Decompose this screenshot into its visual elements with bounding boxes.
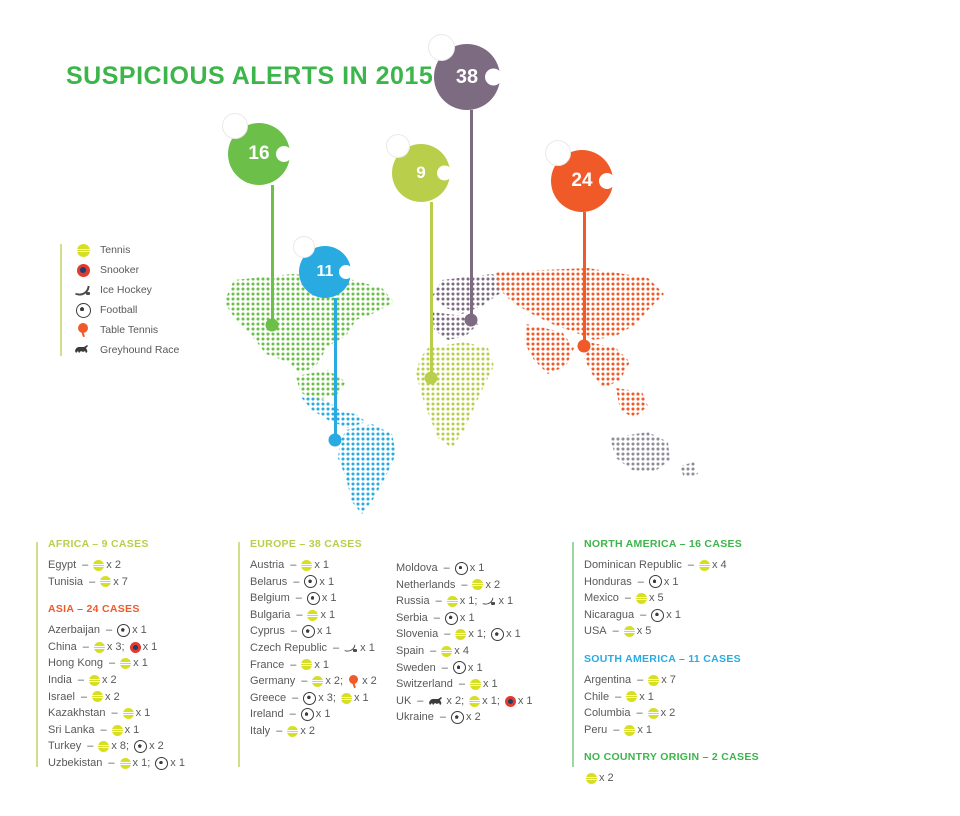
sport-count: x 1; [468,628,487,641]
pin-anchor-dot [266,319,279,332]
list-column-africa-asia [48,538,228,772]
dash: – [461,578,468,591]
sport-count: x 1; [482,694,500,707]
sport-count: x 1 [315,708,331,721]
football-icon [76,303,91,318]
tennis-ball-icon [586,773,597,784]
dash: – [624,592,631,605]
football-icon [453,661,466,674]
sport-count: x 7 [661,673,676,686]
football-icon [301,708,314,721]
sport-count: x 1 [506,628,521,641]
legend-divider [60,244,62,356]
tennis-ball-icon [699,560,710,571]
list-item [48,557,228,574]
tennis-ball-icon [77,244,90,257]
legend-icon-wrap [74,301,92,319]
ice-hockey-stick-icon [344,643,358,654]
column-divider [238,542,240,767]
legend-item-label: Football [100,304,138,316]
column-divider [572,542,574,767]
page-title: SUSPICIOUS ALERTS IN 2015 [66,62,434,90]
tennis-ball-icon [123,708,134,719]
list-item [250,607,390,624]
sport-count: x 2 [101,673,117,686]
dash: – [293,575,300,588]
pin-notch [276,146,292,162]
pin-bubble [545,140,571,166]
legend-icon-wrap [74,341,92,359]
legend-item-label: Tennis [100,244,131,256]
pin-stem [334,298,337,440]
sport-count: x 2 [599,772,614,785]
tennis-ball-icon [89,675,100,686]
sport-count: x 1 [321,592,337,605]
pin-bubble [222,113,248,139]
sport-count: x 1 [314,658,330,671]
football-icon [307,592,320,605]
football-icon [134,740,147,753]
country-name: Mexico [584,592,619,605]
tennis-ball-icon [624,725,635,736]
sport-count: x 1 [124,723,140,736]
tennis-ball-icon [100,576,111,587]
list-item [396,693,566,710]
pin-notch [599,173,615,189]
sport-count: x 5 [648,592,664,605]
dash: – [433,611,440,624]
list-item [250,557,390,574]
tennis-ball-icon [94,642,105,653]
country-name: Hong Kong [48,657,104,670]
sport-count: x 1 [469,562,485,574]
dash: – [443,562,450,574]
table-tennis-paddle-icon [348,675,360,688]
football-icon [451,711,464,724]
world-map-dots [196,262,816,532]
pin-notch [339,265,353,279]
country-name: Netherlands [396,578,456,591]
dash: – [290,625,297,638]
list-item [584,689,784,706]
list-item [396,676,566,693]
country-name: UK [396,694,412,707]
sport-count: x 5 [636,625,652,638]
region-case-lists [0,538,960,816]
column-divider [36,542,38,767]
country-name: Azerbaijan [48,624,100,637]
dash: – [301,675,308,688]
country-name: Switzerland [396,678,453,691]
pin-stem [271,185,274,325]
pin-notch [485,69,502,86]
country-name: Sri Lanka [48,723,95,736]
country-name: Cyprus [250,625,285,638]
tennis-ball-icon [307,610,318,621]
pin-value: 9 [416,163,426,182]
dash: – [612,625,619,638]
list-column-americas [584,538,784,787]
group-title: ASIA – 24 CASES [48,603,140,616]
country-name: Austria [250,559,285,571]
list-item [584,672,784,689]
dash: – [444,628,451,641]
list-item [48,622,228,639]
list-item [48,755,228,772]
greyhound-icon [74,344,92,356]
tennis-ball-icon [636,593,647,604]
country-name: Slovenia [396,628,439,641]
list-item [396,709,566,726]
legend-item-greyhound-race [74,340,210,360]
country-name: China [48,640,77,653]
pin-value: 38 [455,65,479,88]
sport-count: x 1 [135,707,151,720]
country-name: France [250,658,285,671]
group-title: EUROPE – 38 CASES [250,538,362,550]
legend-item-ice-hockey [74,280,210,300]
sport-count: x 1 [316,625,332,638]
dash: – [105,624,113,637]
football-icon [302,625,315,638]
dash: – [430,644,437,657]
list-item [48,672,228,689]
list-item [48,722,228,739]
sport-count: x 7 [113,575,128,588]
sport-count: x 1 [133,657,148,670]
sport-count: x 1 [517,694,533,707]
list-item [250,574,390,591]
list-item [584,722,784,739]
football-icon [649,575,662,588]
legend-icon-wrap [74,261,92,279]
list-item [48,655,228,672]
tennis-ball-icon [312,676,323,687]
sport-count: x 1 [320,608,336,621]
dash: – [289,708,296,721]
legend-icon-wrap [74,321,92,339]
country-name: Russia [396,595,430,608]
pin-stem [430,202,433,378]
legend-item-label: Snooker [100,264,140,276]
sport-count: x 1 [482,678,498,691]
dash: – [441,661,448,674]
sport-count: x 2 [149,740,164,753]
legend-item-label: Greyhound Race [100,344,180,356]
list-item [250,623,390,640]
pin-stem [470,110,473,320]
country-name: Dominican Republic [584,559,682,571]
football-icon [155,757,168,770]
pin-bubble [386,134,410,158]
pin-notch [437,166,452,181]
country-name: Egypt [48,559,77,571]
legend-item-tennis [74,240,210,260]
tennis-ball-icon [93,560,104,571]
dash: – [435,595,442,608]
list-item [396,610,566,627]
list-item [584,557,784,574]
sport-count: x 1 [639,690,654,703]
country-name: Sweden [396,661,436,674]
dash: – [82,640,89,653]
dash: – [292,691,299,704]
sport-count: x 2 [466,711,481,724]
dash: – [290,658,297,671]
dash: – [687,559,694,571]
country-name: Argentina [584,673,632,686]
tennis-ball-icon [301,560,312,571]
list-item [250,640,390,657]
dash: – [82,559,89,571]
country-name: Moldova [396,562,438,574]
legend-item-label: Ice Hockey [100,284,152,296]
football-icon [445,612,458,625]
snooker-ball-icon [130,642,141,653]
legend-icon-wrap [74,241,92,259]
tennis-ball-icon [120,658,131,669]
country-name: Ireland [250,708,284,721]
sport-count: x 1 [666,608,681,621]
list-item [48,639,228,656]
legend-item-snooker [74,260,210,280]
country-name: Honduras [584,575,632,588]
country-name: Columbia [584,707,631,720]
sport-count: x 2 [106,559,121,571]
tennis-ball-icon [112,725,123,736]
sport-count: x 8; [111,740,130,753]
dash: – [89,575,96,588]
dash: – [417,694,424,707]
pin-value: 11 [316,263,334,280]
country-name: Ukraine [396,711,434,724]
greyhound-icon [428,696,444,707]
football-icon [651,609,664,622]
tennis-ball-icon [341,693,352,704]
group-title: AFRICA – 9 CASES [48,538,149,550]
football-icon [303,692,316,705]
list-item [396,660,566,677]
sport-count: x 3; [318,691,336,704]
sport-count: x 2; [446,694,465,707]
dash: – [333,641,340,654]
country-name: Peru [584,723,608,736]
tennis-ball-icon [469,696,480,707]
sport-count: x 1 [314,559,330,571]
dash: – [458,678,465,691]
list-item [396,577,566,594]
table-tennis-paddle-icon [76,323,90,337]
group-title: NO COUNTRY ORIGIN – 2 CASES [584,751,759,764]
football-icon [304,575,317,588]
dash: – [77,673,84,686]
tennis-ball-icon [287,726,298,737]
country-name: Greece [250,691,287,704]
pin-value: 16 [248,143,270,164]
pin-bubble [428,34,455,61]
country-name: Belarus [250,575,288,588]
football-icon [491,628,504,641]
country-name: Turkey [48,740,82,753]
tennis-ball-icon [648,675,659,686]
legend-item-football [74,300,210,320]
legend [60,240,210,360]
tennis-ball-icon [120,758,131,769]
dash: – [295,592,302,605]
group-title: NORTH AMERICA – 16 CASES [584,538,743,550]
list-item [584,590,784,607]
legend-icon-wrap [74,281,92,299]
legend-item-table-tennis [74,320,210,340]
country-name: Kazakhstan [48,707,106,720]
list-item [250,590,390,607]
pin-value: 24 [571,170,593,191]
snooker-ball-icon [77,264,90,277]
list-item [48,574,228,591]
pin-anchor-dot [329,434,342,447]
sport-count: x 2 [485,578,501,591]
sport-count: x 2; [325,675,344,688]
list-item [250,723,390,740]
sport-count: x 1 [170,756,185,769]
dash: – [615,690,622,703]
country-name: Tunisia [48,575,84,588]
pin-anchor-dot [578,340,591,353]
dash: – [108,756,115,769]
list-item [584,770,784,787]
country-name: Uzbekistan [48,756,103,769]
country-name: Bulgaria [250,608,291,621]
dash: – [100,723,107,736]
tennis-ball-icon [301,659,312,670]
sport-count: x 1 [459,611,475,624]
list-item [584,574,784,591]
ice-hockey-stick-icon [75,284,91,297]
snooker-ball-icon [505,696,516,707]
pin-anchor-dot [425,372,438,385]
sport-count: x 1 [142,640,158,653]
legend-item-label: Table Tennis [100,324,159,336]
dash: – [636,707,643,720]
tennis-ball-icon [472,579,483,590]
sport-count: x 1 [467,661,483,674]
tennis-ball-icon [98,741,109,752]
sport-count: x 2 [362,675,377,688]
dash: – [290,559,297,571]
dash: – [637,673,644,686]
list-item [396,593,566,610]
list-item [48,689,228,706]
dash: – [276,724,283,737]
dash: – [439,711,447,724]
football-icon [455,562,468,575]
country-name: Serbia [396,611,428,624]
sport-count: x 3; [106,640,125,653]
dash: – [640,608,647,621]
sport-count: x 2 [300,724,315,737]
sport-count: x 1; [132,756,151,769]
sport-count: x 1; [459,595,478,608]
list-item [48,738,228,755]
country-name: Germany [250,675,296,688]
country-name: India [48,673,72,686]
list-column-europe-b [396,560,566,726]
sport-count: x 1 [360,641,375,654]
tennis-ball-icon [470,679,481,690]
list-column-europe-a [250,538,390,740]
sport-count: x 4 [711,559,727,571]
sport-count: x 1 [319,575,335,588]
tennis-ball-icon [447,596,458,607]
list-item [584,623,784,640]
list-item [250,657,390,674]
country-name: Chile [584,690,610,703]
sport-count: x 1 [637,723,653,736]
dash: – [109,657,116,670]
sport-count: x 1 [498,595,514,608]
world-map [196,262,816,532]
dash: – [111,707,118,720]
list-item [250,706,390,723]
country-name: Spain [396,644,425,657]
list-item [250,673,390,690]
tennis-ball-icon [648,708,659,719]
tennis-ball-icon [441,646,452,657]
tennis-ball-icon [455,629,466,640]
list-item [48,705,228,722]
country-name: USA [584,625,607,638]
country-name: Nicaragua [584,608,635,621]
sport-count: x 2 [660,707,676,720]
list-item [584,705,784,722]
dash: – [80,690,88,703]
country-name: Czech Republic [250,641,328,654]
sport-count: x 2 [105,690,120,703]
pin-anchor-dot [465,314,478,327]
sport-count: x 4 [454,644,469,657]
list-item [396,643,566,660]
country-name: Israel [48,690,75,703]
pin-bubble [293,236,315,258]
tennis-ball-icon [92,691,103,702]
list-item [584,607,784,624]
dash: – [87,740,94,753]
dash: – [613,723,620,736]
list-item [396,560,566,577]
dash: – [637,575,644,588]
sport-count: x 1 [663,575,679,588]
sport-count: x 1 [353,691,369,704]
list-item [396,626,566,643]
sport-count: x 1 [132,624,147,637]
country-name: Italy [250,724,271,737]
ice-hockey-stick-icon [482,596,496,607]
tennis-ball-icon [626,691,637,702]
group-title: SOUTH AMERICA – 11 CASES [584,652,741,665]
tennis-ball-icon [624,626,635,637]
pin-stem [583,212,586,346]
dash: – [296,608,303,621]
list-item [250,690,390,707]
football-icon [117,624,130,637]
country-name: Belgium [250,592,290,605]
